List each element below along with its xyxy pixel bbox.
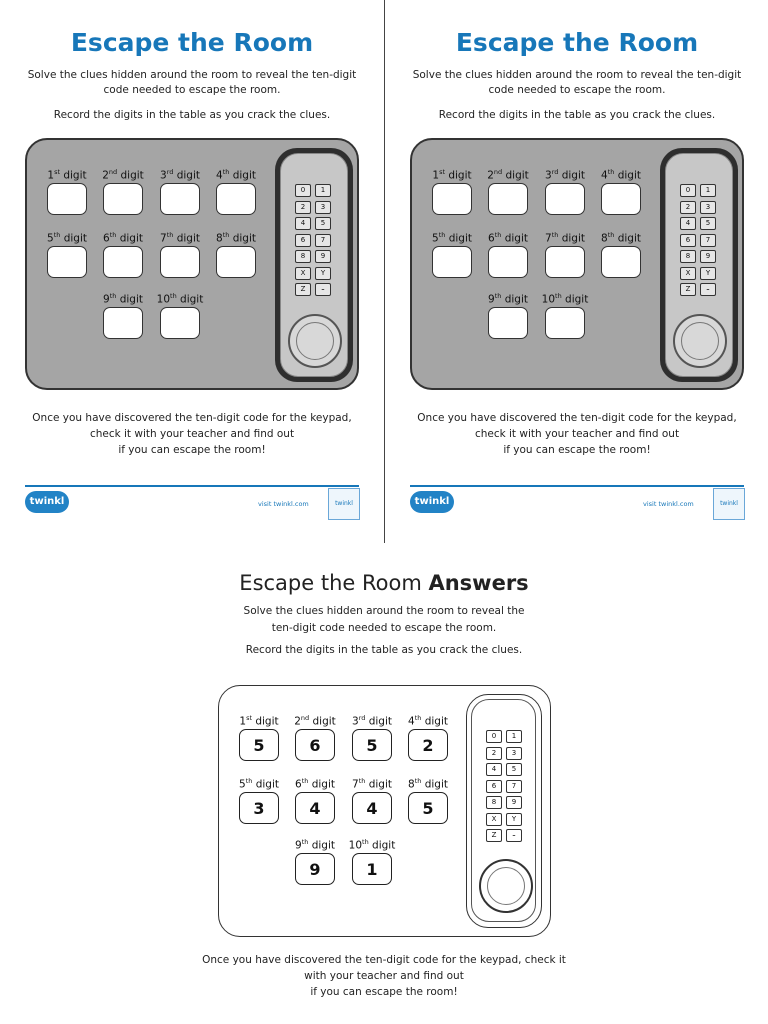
answers-outro-line-3: if you can escape the room! <box>310 986 458 998</box>
digit-cell-9 <box>95 292 151 306</box>
keypad-key: 2 <box>680 201 696 214</box>
digit-cell-9 <box>287 838 343 879</box>
answer-box: 1 <box>352 853 392 885</box>
quality-badge: twinkl <box>713 488 745 520</box>
worksheet-title: Escape the Room <box>70 28 314 57</box>
digit-label: 3rd digit <box>545 168 585 182</box>
digit-cell-3 <box>537 168 593 182</box>
footer-rule <box>25 485 359 487</box>
answers-title-plain: Escape the Room <box>239 571 422 595</box>
digit-label: 10th digit <box>348 838 396 852</box>
digit-cell-10 <box>152 292 208 306</box>
digit-cell-5 <box>424 231 480 245</box>
digit-label: 3rd digit <box>160 168 200 182</box>
digit-cell-3 <box>152 168 208 182</box>
door-knob <box>288 314 342 368</box>
digit-cell-3 <box>344 714 400 755</box>
digit-input-box[interactable] <box>488 307 528 339</box>
digit-label: 8th digit <box>601 231 641 245</box>
digit-label: 6th digit <box>488 231 528 245</box>
answer-box: 2 <box>408 729 448 761</box>
digit-label: 1st digit <box>47 168 87 182</box>
digit-label: 4th digit <box>601 168 641 182</box>
keypad-key: Y <box>700 267 716 280</box>
answers-intro-line-1: Solve the clues hidden around the room to reveal the <box>243 605 525 617</box>
digit-cell-8 <box>593 231 649 245</box>
door-knob <box>673 314 727 368</box>
keypad-key: 2 <box>295 201 311 214</box>
keypad-key: 8 <box>486 796 502 809</box>
keypad-key: 4 <box>680 217 696 230</box>
digit-input-box[interactable] <box>545 246 585 278</box>
keypad-enter-key: ═ <box>506 829 522 842</box>
digit-input-box[interactable] <box>103 246 143 278</box>
answer-box: 3 <box>239 792 279 824</box>
digit-label: 8th digit <box>408 777 448 791</box>
digit-cell-8 <box>400 777 456 818</box>
keypad-key: Z <box>680 283 696 296</box>
digit-cell-2 <box>480 168 536 182</box>
answer-box: 5 <box>239 729 279 761</box>
answers-outro <box>184 952 584 1000</box>
answers-outro-line-2: with your teacher and find out <box>304 970 464 982</box>
keypad-key: Y <box>315 267 331 280</box>
digit-input-box[interactable] <box>601 246 641 278</box>
digit-panel <box>25 138 359 390</box>
keypad-key: 5 <box>315 217 331 230</box>
digit-cell-7 <box>344 777 400 818</box>
digit-cell-10 <box>537 292 593 306</box>
digit-cell-1 <box>424 168 480 182</box>
outro-line-3: if you can escape the room! <box>118 444 266 456</box>
digit-input-box[interactable] <box>160 307 200 339</box>
keypad-key: 8 <box>680 250 696 263</box>
digit-cell-4 <box>208 168 264 182</box>
digit-label: 2nd digit <box>102 168 144 182</box>
digit-label: 10th digit <box>541 292 589 306</box>
keypad <box>486 730 530 846</box>
digit-label: 7th digit <box>352 777 392 791</box>
digit-cell-4 <box>593 168 649 182</box>
keypad-key: 4 <box>295 217 311 230</box>
keypad-key: Z <box>295 283 311 296</box>
keypad-key: X <box>295 267 311 280</box>
digit-input-box[interactable] <box>432 246 472 278</box>
digit-panel <box>410 138 744 390</box>
answers-instruction: Record the digits in the table as you crack the clues. <box>245 644 523 656</box>
digit-input-box[interactable] <box>160 183 200 215</box>
digit-input-box[interactable] <box>47 246 87 278</box>
keypad-key: 1 <box>506 730 522 743</box>
answers-outro-line-1: Once you have discovered the ten-digit code for the keypad, check it <box>202 954 566 966</box>
keypad-key: 5 <box>700 217 716 230</box>
door-lock <box>275 148 353 382</box>
digit-label: 5th digit <box>432 231 472 245</box>
keypad-key: 6 <box>486 780 502 793</box>
digit-label: 9th digit <box>103 292 143 306</box>
answer-box: 5 <box>408 792 448 824</box>
worksheet-instruction: Record the digits in the table as you crack the clues. <box>438 109 716 121</box>
door-lock <box>660 148 738 382</box>
keypad-key: 7 <box>315 234 331 247</box>
keypad-key: 1 <box>700 184 716 197</box>
keypad-enter-key: ═ <box>700 283 716 296</box>
keypad-key: X <box>486 813 502 826</box>
keypad-key: 3 <box>700 201 716 214</box>
digit-cell-5 <box>39 231 95 245</box>
digit-label: 6th digit <box>295 777 335 791</box>
keypad-key: Y <box>506 813 522 826</box>
digit-cell-10 <box>344 838 400 879</box>
digit-label: 2nd digit <box>294 714 336 728</box>
digit-label: 10th digit <box>156 292 204 306</box>
keypad-key: 7 <box>700 234 716 247</box>
keypad-key: 1 <box>315 184 331 197</box>
digit-label: 7th digit <box>545 231 585 245</box>
worksheet-title: Escape the Room <box>455 28 699 57</box>
digit-input-box[interactable] <box>432 183 472 215</box>
twinkl-logo: twinkl <box>25 491 69 513</box>
digit-label: 4th digit <box>408 714 448 728</box>
digit-cell-7 <box>152 231 208 245</box>
digit-label: 9th digit <box>488 292 528 306</box>
keypad-key: 4 <box>486 763 502 776</box>
digit-input-box[interactable] <box>545 183 585 215</box>
digit-cell-4 <box>400 714 456 755</box>
keypad-key: 9 <box>700 250 716 263</box>
worksheet-intro: Solve the clues hidden around the room to reveal the ten-digit code needed to escape the room. <box>27 69 357 96</box>
outro-line-3: if you can escape the room! <box>503 444 651 456</box>
door-knob <box>479 859 533 913</box>
outro-line-1: Once you have discovered the ten-digit code for the keypad, <box>32 412 352 424</box>
answers-title-bold: Answers <box>428 571 529 595</box>
digit-label: 9th digit <box>295 838 335 852</box>
digit-cell-8 <box>208 231 264 245</box>
keypad-key: 2 <box>486 747 502 760</box>
answer-box: 4 <box>352 792 392 824</box>
digit-cell-2 <box>287 714 343 755</box>
worksheet-outro <box>405 410 749 458</box>
visit-link[interactable]: visit twinkl.com <box>258 500 309 508</box>
keypad-key: 9 <box>315 250 331 263</box>
visit-link[interactable]: visit twinkl.com <box>643 500 694 508</box>
answers-intro-line-2: ten-digit code needed to escape the room. <box>271 622 497 634</box>
digit-label: 5th digit <box>47 231 87 245</box>
answer-box: 4 <box>295 792 335 824</box>
digit-input-box[interactable] <box>601 183 641 215</box>
digit-input-box[interactable] <box>103 307 143 339</box>
digit-label: 4th digit <box>216 168 256 182</box>
worksheet-right <box>385 0 768 543</box>
digit-input-box[interactable] <box>160 246 200 278</box>
digit-cell-2 <box>95 168 151 182</box>
worksheet-left <box>0 0 384 543</box>
keypad-key: 9 <box>506 796 522 809</box>
digit-label: 8th digit <box>216 231 256 245</box>
worksheet-outro <box>20 410 364 458</box>
digit-label: 1st digit <box>239 714 279 728</box>
keypad <box>680 184 724 300</box>
twinkl-logo: twinkl <box>410 491 454 513</box>
outro-line-2: check it with your teacher and find out <box>474 428 680 440</box>
footer-rule <box>410 485 744 487</box>
digit-input-box[interactable] <box>488 246 528 278</box>
answer-box: 6 <box>295 729 335 761</box>
digit-label: 2nd digit <box>487 168 529 182</box>
keypad-key: 3 <box>315 201 331 214</box>
keypad-key: X <box>680 267 696 280</box>
answers-title <box>0 571 768 595</box>
worksheet-instruction: Record the digits in the table as you crack the clues. <box>53 109 331 121</box>
keypad-key: Z <box>486 829 502 842</box>
answer-box: 9 <box>295 853 335 885</box>
keypad-key: 3 <box>506 747 522 760</box>
digit-cell-6 <box>480 231 536 245</box>
digit-label: 1st digit <box>432 168 472 182</box>
digit-input-box[interactable] <box>103 183 143 215</box>
keypad-key: 8 <box>295 250 311 263</box>
digit-input-box[interactable] <box>216 183 256 215</box>
keypad-key: 5 <box>506 763 522 776</box>
keypad <box>295 184 339 300</box>
digit-cell-1 <box>39 168 95 182</box>
digit-cell-6 <box>287 777 343 818</box>
digit-input-box[interactable] <box>47 183 87 215</box>
keypad-enter-key: ═ <box>315 283 331 296</box>
answers-digit-panel <box>218 685 551 937</box>
digit-input-box[interactable] <box>545 307 585 339</box>
digit-label: 5th digit <box>239 777 279 791</box>
worksheet-intro: Solve the clues hidden around the room to reveal the ten-digit code needed to escape the room. <box>412 69 742 96</box>
keypad-key: 0 <box>486 730 502 743</box>
digit-cell-7 <box>537 231 593 245</box>
digit-label: 3rd digit <box>352 714 392 728</box>
keypad-key: 7 <box>506 780 522 793</box>
answers-intro <box>224 603 544 637</box>
digit-label: 6th digit <box>103 231 143 245</box>
digit-input-box[interactable] <box>216 246 256 278</box>
digit-input-box[interactable] <box>488 183 528 215</box>
digit-cell-1 <box>231 714 287 755</box>
answer-box: 5 <box>352 729 392 761</box>
keypad-key: 0 <box>680 184 696 197</box>
digit-cell-6 <box>95 231 151 245</box>
outro-line-1: Once you have discovered the ten-digit code for the keypad, <box>417 412 737 424</box>
keypad-key: 6 <box>680 234 696 247</box>
keypad-key: 0 <box>295 184 311 197</box>
outro-line-2: check it with your teacher and find out <box>89 428 295 440</box>
digit-cell-9 <box>480 292 536 306</box>
quality-badge: twinkl <box>328 488 360 520</box>
digit-label: 7th digit <box>160 231 200 245</box>
door-lock <box>466 694 542 928</box>
digit-cell-5 <box>231 777 287 818</box>
keypad-key: 6 <box>295 234 311 247</box>
